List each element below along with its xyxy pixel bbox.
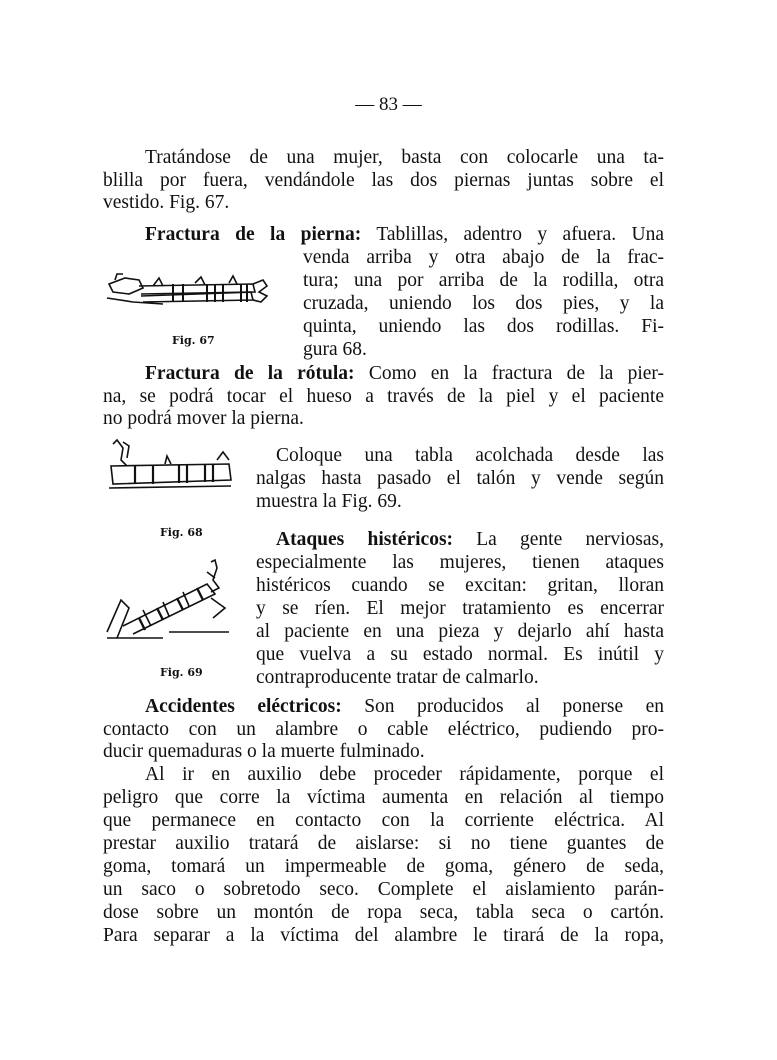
- text-line: Para separar a la víctima del alambre le tirará de la ropa,: [103, 925, 664, 946]
- text-line: vestido. Fig. 67.: [103, 192, 230, 213]
- text-line: quinta, uniendo las dos rodillas. Fi-: [303, 316, 664, 337]
- text-line: no podrá mover la pierna.: [103, 408, 304, 429]
- text-line: Al ir en auxilio debe proceder rápidamente, porque el: [145, 764, 664, 785]
- text-line: muestra la Fig. 69.: [256, 491, 402, 512]
- text-line: na, se podrá tocar el hueso a través de la piel y el paciente: [103, 386, 664, 407]
- text-line: dose sobre un montón de ropa seca, tabla seca o cartón.: [103, 902, 664, 923]
- text-span: Como en la fractura de la pier-: [368, 363, 665, 384]
- figure-69-illustration: [103, 558, 235, 642]
- text-line: prestar auxilio tratará de aislarse: si no tiene guantes de: [103, 833, 664, 854]
- text-line: Tratándose de una mujer, basta con colocarle una ta-: [145, 147, 664, 168]
- paragraph-fractura-pierna: [145, 223, 664, 246]
- page-number: — 83 —: [355, 94, 422, 115]
- text-line: y se ríen. El mejor tratamiento es encerrar: [256, 598, 664, 619]
- text-line: peligro que corre la víctima aumenta en relación al tiempo: [103, 787, 664, 808]
- text-line: que permanece en contacto con la corriente eléctrica. Al: [103, 810, 664, 831]
- section-heading: Fractura de la pierna:: [145, 224, 362, 245]
- figure-69-caption: Fig. 69: [160, 666, 203, 679]
- text-line: Coloque una tabla acolchada desde las: [276, 445, 664, 466]
- text-line: tura; una por arriba de la rodilla, otra: [303, 270, 664, 291]
- text-line: un saco o sobretodo seco. Complete el aislamiento parán-: [103, 879, 664, 900]
- figure-68-caption: Fig. 68: [160, 526, 203, 539]
- paragraph-ataques-histericos: [276, 528, 664, 551]
- text-line: contacto con un alambre o cable eléctrico, pudiendo pro-: [103, 719, 664, 740]
- text-line: que vuelva a su estado normal. Es inútil y: [256, 644, 664, 665]
- text-line: nalgas hasta pasado el talón y vende según: [256, 468, 664, 489]
- figure-67-caption: Fig. 67: [172, 334, 215, 347]
- text-line: cruzada, uniendo los dos pies, y la: [303, 293, 664, 314]
- text-line: contraproducente tratar de calmarlo.: [256, 667, 539, 688]
- text-line: ducir quemaduras o la muerte fulminado.: [103, 741, 425, 762]
- text-span: La gente nerviosas,: [476, 529, 664, 550]
- paragraph-accidentes-electricos: [145, 695, 664, 718]
- section-heading: Ataques histéricos:: [276, 529, 454, 550]
- text-line: especialmente las mujeres, tienen ataques: [256, 552, 664, 573]
- text-line: histéricos cuando se excitan: gritan, lloran: [256, 575, 664, 596]
- text-line: al paciente en una pieza y dejarlo ahí hasta: [256, 621, 664, 642]
- text-line: venda arriba y otra abajo de la frac-: [303, 247, 664, 268]
- text-span: Son producidos al ponerse en: [364, 696, 664, 717]
- text-line: goma, tomará un impermeable de goma, género de seda,: [103, 856, 664, 877]
- paragraph-fractura-rotula: [145, 362, 664, 385]
- section-heading: Accidentes eléctricos:: [145, 696, 342, 717]
- section-heading: Fractura de la rótula:: [145, 363, 355, 384]
- text-line: gura 68.: [303, 339, 367, 360]
- text-span: Tablillas, adentro y afuera. Una: [376, 224, 665, 245]
- figure-68-illustration: [105, 438, 235, 494]
- text-line: blilla por fuera, vendándole las dos piernas juntas sobre el: [103, 170, 664, 191]
- figure-67-illustration: [103, 270, 273, 310]
